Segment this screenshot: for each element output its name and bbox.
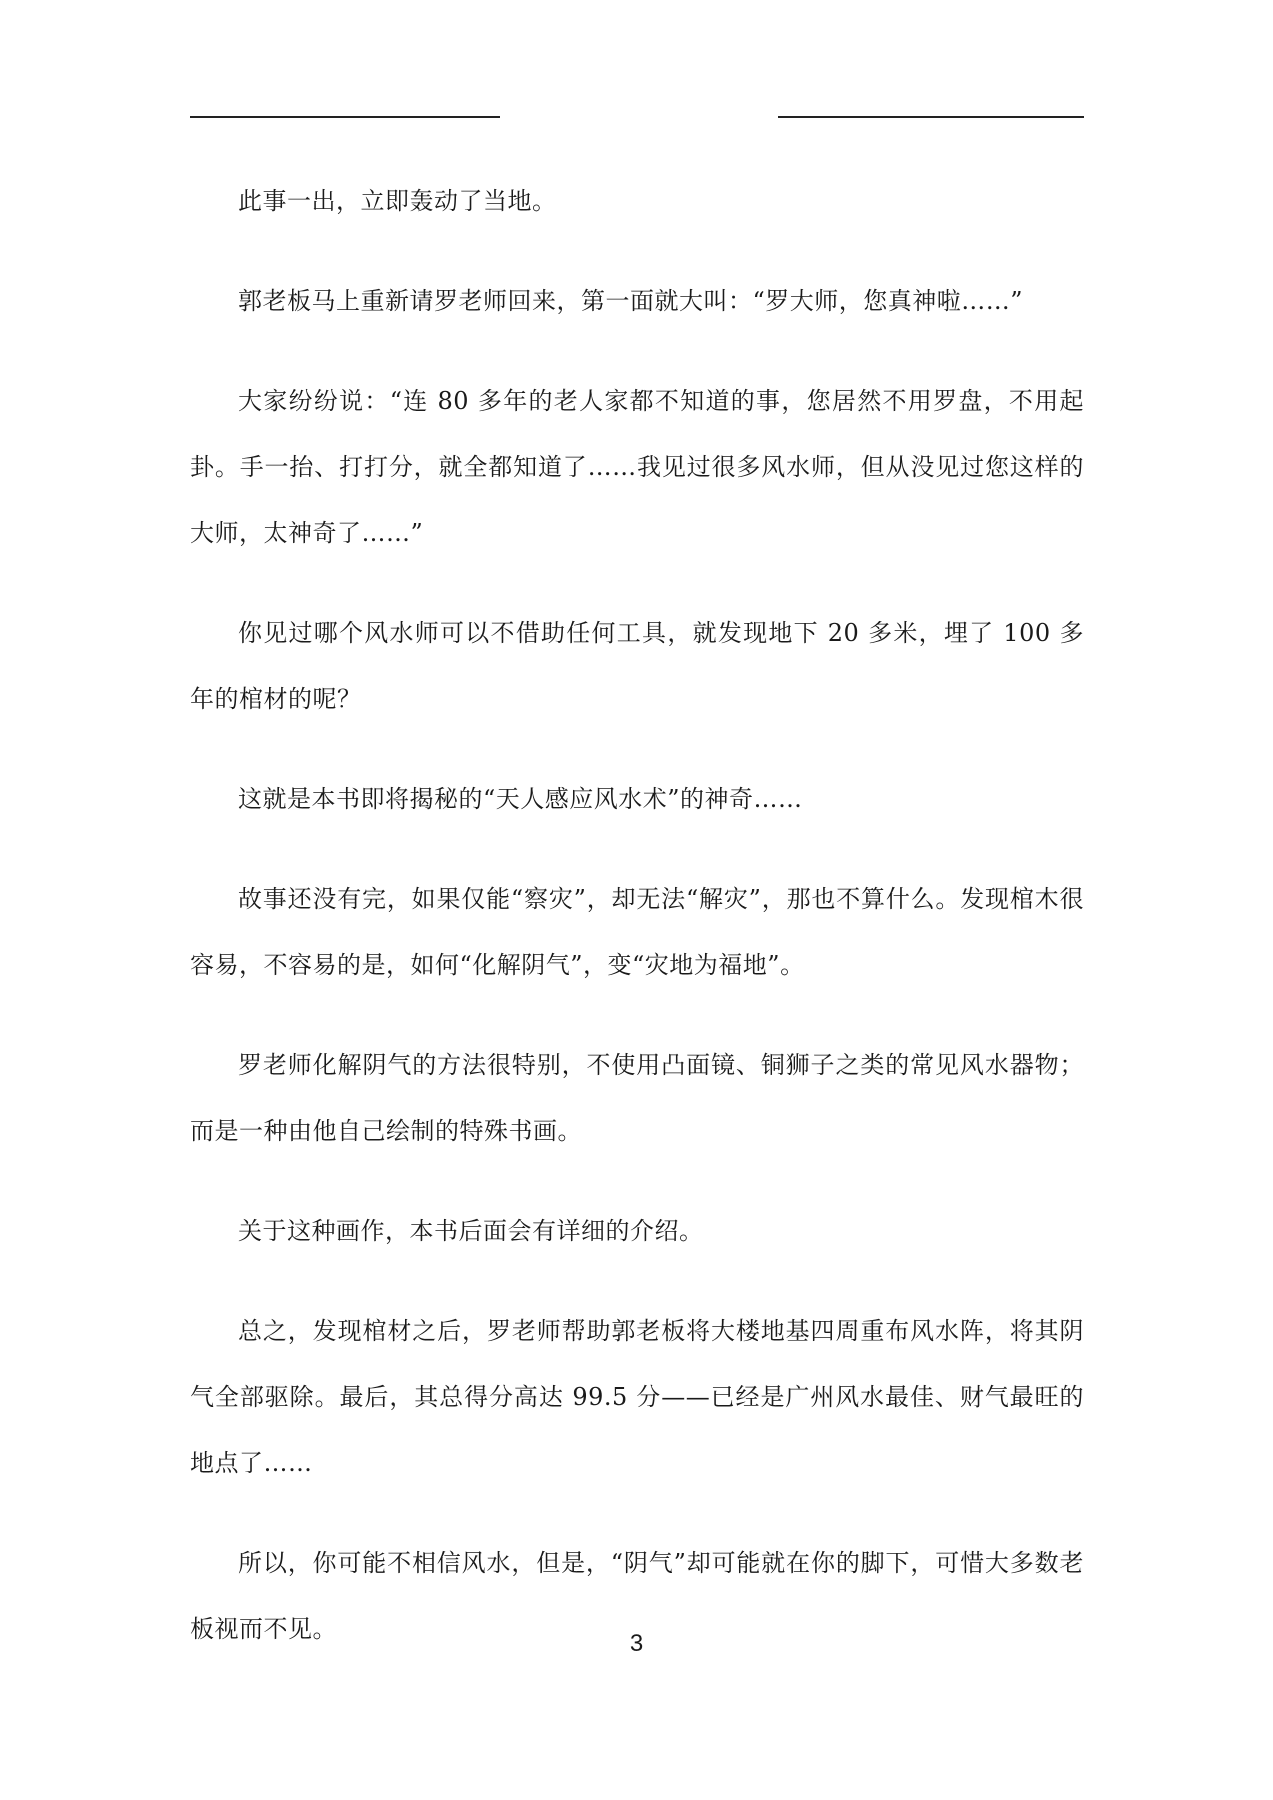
body-text (190, 168, 1084, 1696)
header-rule-right (778, 116, 1084, 118)
paragraph: 关于这种画作，本书后面会有详细的介绍。 (238, 1217, 704, 1245)
paragraph: 故事还没有完，如果仅能“察灾”，却无法“解灾”，那也不算什么。发现棺木很容易，不容易的是，如何“化解阴气”，变“灾地为福地”。 (190, 885, 1084, 979)
paragraph: 此事一出，立即轰动了当地。 (238, 187, 557, 215)
paragraph: 郭老板马上重新请罗老师回来，第一面就大叫：“罗大师，您真神啦……” (238, 287, 1024, 315)
paragraph: 所以，你可能不相信风水，但是，“阴气”却可能就在你的脚下，可惜大多数老板视而不见。 (190, 1549, 1084, 1643)
header-rule-left (190, 116, 500, 118)
paragraph: 总之，发现棺材之后，罗老师帮助郭老板将大楼地基四周重布风水阵，将其阴气全部驱除。最后，其总得分高达 99.5 分——已经是广州风水最佳、财气最旺的地点了…… (190, 1317, 1084, 1477)
paragraph: 你见过哪个风水师可以不借助任何工具，就发现地下 20 多米，埋了 100 多年的棺材的呢？ (190, 619, 1084, 713)
paragraph: 罗老师化解阴气的方法很特别，不使用凸面镜、铜狮子之类的常见风水器物；而是一种由他自己绘制的特殊书画。 (190, 1051, 1084, 1145)
paragraph: 大家纷纷说：“连 80 多年的老人家都不知道的事，您居然不用罗盘，不用起卦。手一抬、打打分，就全都知道了……我见过很多风水师，但从没见过您这样的大师，太神奇了……” (190, 387, 1084, 547)
page-number: 3 (629, 1630, 644, 1657)
paragraph: 这就是本书即将揭秘的“天人感应风水术”的神奇…… (238, 785, 803, 813)
